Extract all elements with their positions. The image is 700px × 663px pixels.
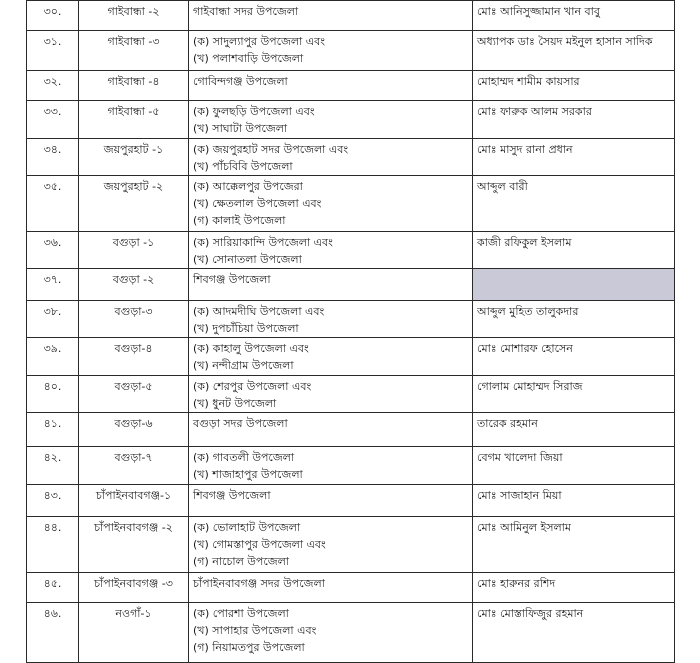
constituency-name: গাইবান্ধা -৪	[79, 71, 189, 101]
candidate-name: মোঃ সাজাহান মিয়া	[473, 485, 675, 517]
upazila-line: (গ) কালাই উপজেলা	[193, 214, 286, 227]
constituency-name: বগুড়া-৫	[79, 376, 189, 413]
upazila-line: (ক) জয়পুরহাট সদর উপজেলা এবং	[193, 143, 349, 156]
serial-number: ৩৭.	[27, 269, 79, 301]
candidate-table-body	[27, 1, 675, 663]
table-row	[27, 447, 675, 485]
upazila-list	[189, 517, 473, 573]
candidate-name: মোহাম্মদ শামীম কায়সার	[473, 71, 675, 101]
upazila-list	[189, 176, 473, 232]
constituency-name: নওগাঁ-১	[79, 603, 189, 663]
upazila-line: চাঁপাইনবাবগঞ্জ সদর উপজেলা	[193, 577, 325, 590]
table-row	[27, 573, 675, 603]
constituency-name: বগুড়া -১	[79, 232, 189, 269]
table-row	[27, 101, 675, 139]
constituency-name: চাঁপাইনবাবগঞ্জ -৩	[79, 573, 189, 603]
upazila-line: (খ) পলাশবাড়ি উপজেলা	[193, 52, 304, 65]
candidate-name: গোলাম মোহাম্মদ সিরাজ	[473, 376, 675, 413]
serial-number: ৪৪.	[27, 517, 79, 573]
upazila-list	[189, 413, 473, 447]
serial-number: ৪৩.	[27, 485, 79, 517]
table-row	[27, 485, 675, 517]
upazila-line: (খ) পাঁচবিবি উপজেলা	[193, 160, 293, 173]
upazila-list	[189, 232, 473, 269]
upazila-line: (ক) আক্কেলপুর উপজেরা	[193, 180, 303, 193]
upazila-line: (খ) সাপাহার উপজেলা এবং	[193, 624, 317, 637]
upazila-line: (ক) কাহালু উপজেলা এবং	[193, 342, 309, 355]
upazila-line: (ক) আদমদীঘি উপজেলা এবং	[193, 305, 325, 318]
constituency-name: চাঁপাইনবাবগঞ্জ -২	[79, 517, 189, 573]
upazila-list	[189, 1, 473, 31]
upazila-line: (ক) ফুলছড়ি উপজেলা এবং	[193, 105, 315, 118]
candidate-name: বেগম খালেদা জিয়া	[473, 447, 675, 485]
candidate-name: তারেক রহমান	[473, 413, 675, 447]
table-row	[27, 71, 675, 101]
upazila-line: (গ) নাচোল উপজেলা	[193, 555, 289, 568]
upazila-list	[189, 603, 473, 663]
candidate-table	[26, 0, 675, 663]
upazila-line: (খ) সাঘাটা উপজেলা	[193, 122, 288, 135]
constituency-name: গাইবান্ধা -২	[79, 1, 189, 31]
upazila-line: (খ) শাজাহাপুর উপজেলা	[193, 468, 303, 481]
upazila-list	[189, 269, 473, 301]
candidate-name: মোঃ মোস্তাফিজুর রহমান	[473, 603, 675, 663]
table-row	[27, 301, 675, 338]
table-row	[27, 517, 675, 573]
upazila-list	[189, 101, 473, 139]
table-row	[27, 603, 675, 663]
table-row	[27, 31, 675, 71]
table-row	[27, 413, 675, 447]
upazila-list	[189, 71, 473, 101]
candidate-name: মোঃ আনিসুজ্জামান খান বাবু	[473, 1, 675, 31]
upazila-list	[189, 485, 473, 517]
constituency-name: বগুড়া-৪	[79, 338, 189, 376]
constituency-name: বগুড়া-৭	[79, 447, 189, 485]
candidate-name: মোঃ আমিনুল ইসলাম	[473, 517, 675, 573]
constituency-name: গাইবান্ধা -৫	[79, 101, 189, 139]
upazila-list	[189, 573, 473, 603]
serial-number: ৪০.	[27, 376, 79, 413]
upazila-line: শিবগঞ্জ উপজেলা	[193, 489, 271, 502]
serial-number: ৩৪.	[27, 139, 79, 176]
constituency-name: বগুড়া-৩	[79, 301, 189, 338]
upazila-line: (খ) সোনাতলা উপজেলা	[193, 253, 302, 266]
candidate-name: মোঃ মোশারফ হোসেন	[473, 338, 675, 376]
upazila-line: শিবগঞ্জ উপজেলা	[193, 273, 271, 286]
upazila-line: (ক) গাবতলী উপজেলা	[193, 451, 295, 464]
constituency-name: জয়পুরহাট -১	[79, 139, 189, 176]
serial-number: ৩০.	[27, 1, 79, 31]
upazila-line: গাইবান্ধা সদর উপজেলা	[193, 5, 299, 18]
table-row	[27, 232, 675, 269]
serial-number: ৩৫.	[27, 176, 79, 232]
candidate-name: আব্দুল মুহিত তালুকদার	[473, 301, 675, 338]
upazila-line: (খ) দুপচাঁচিয়া উপজেলা	[193, 322, 299, 335]
upazila-list	[189, 31, 473, 71]
table-row	[27, 376, 675, 413]
constituency-name: বগুড়া -২	[79, 269, 189, 301]
constituency-name: চাঁপাইনবাবগঞ্জ-১	[79, 485, 189, 517]
candidate-name: মোঃ হারুনর রশিদ	[473, 573, 675, 603]
constituency-name: বগুড়া-৬	[79, 413, 189, 447]
candidate-name: কাজী রফিকুল ইসলাম	[473, 232, 675, 269]
upazila-list	[189, 301, 473, 338]
candidate-name	[473, 269, 675, 301]
constituency-name: জয়পুরহাট -২	[79, 176, 189, 232]
upazila-line: (খ) ক্ষেতলাল উপজেলা এবং	[193, 197, 322, 210]
candidate-name: অধ্যাপক ডাঃ সৈয়দ মইনুল হাসান সাদিক	[473, 31, 675, 71]
upazila-line: (খ) নন্দীগ্রাম উপজেলা	[193, 359, 294, 372]
upazila-list	[189, 376, 473, 413]
constituency-name: গাইবান্ধা -৩	[79, 31, 189, 71]
upazila-list	[189, 338, 473, 376]
candidate-name: মোঃ ফারুক আলম সরকার	[473, 101, 675, 139]
upazila-line: (খ) ধুনট উপজেলা	[193, 397, 277, 410]
table-row	[27, 1, 675, 31]
candidate-name: আব্দুল বারী	[473, 176, 675, 232]
serial-number: ৪৬.	[27, 603, 79, 663]
table-row	[27, 338, 675, 376]
table-row	[27, 176, 675, 232]
upazila-line: (ক) সারিয়াকান্দি উপজেলা এবং	[193, 236, 333, 249]
upazila-line: (ক) সাদুল্যাপুর উপজেলা এবং	[193, 35, 326, 48]
upazila-list	[189, 139, 473, 176]
serial-number: ৪২.	[27, 447, 79, 485]
upazila-line: গোবিন্দগঞ্জ উপজেলা	[193, 75, 288, 88]
upazila-line: (খ) গোমস্তাপুর উপজেলা এবং	[193, 538, 326, 551]
serial-number: ৩১.	[27, 31, 79, 71]
upazila-line: (গ) নিয়ামতপুর উপজেলা	[193, 641, 305, 654]
upazila-line: বগুড়া সদর উপজেলা	[193, 417, 288, 430]
upazila-line: (ক) পোরশা উপজেলা	[193, 607, 289, 620]
upazila-line: (ক) শেরপুর উপজেলা এবং	[193, 380, 312, 393]
table-row	[27, 269, 675, 301]
upazila-list	[189, 447, 473, 485]
serial-number: ৪৫.	[27, 573, 79, 603]
serial-number: ৩২.	[27, 71, 79, 101]
serial-number: ৩৩.	[27, 101, 79, 139]
serial-number: ৪১.	[27, 413, 79, 447]
upazila-line: (ক) ভোলাহাট উপজেলা	[193, 521, 301, 534]
table-row	[27, 139, 675, 176]
serial-number: ৩৯.	[27, 338, 79, 376]
serial-number: ৩৮.	[27, 301, 79, 338]
candidate-name: মোঃ মাসুদ রানা প্রধান	[473, 139, 675, 176]
serial-number: ৩৬.	[27, 232, 79, 269]
